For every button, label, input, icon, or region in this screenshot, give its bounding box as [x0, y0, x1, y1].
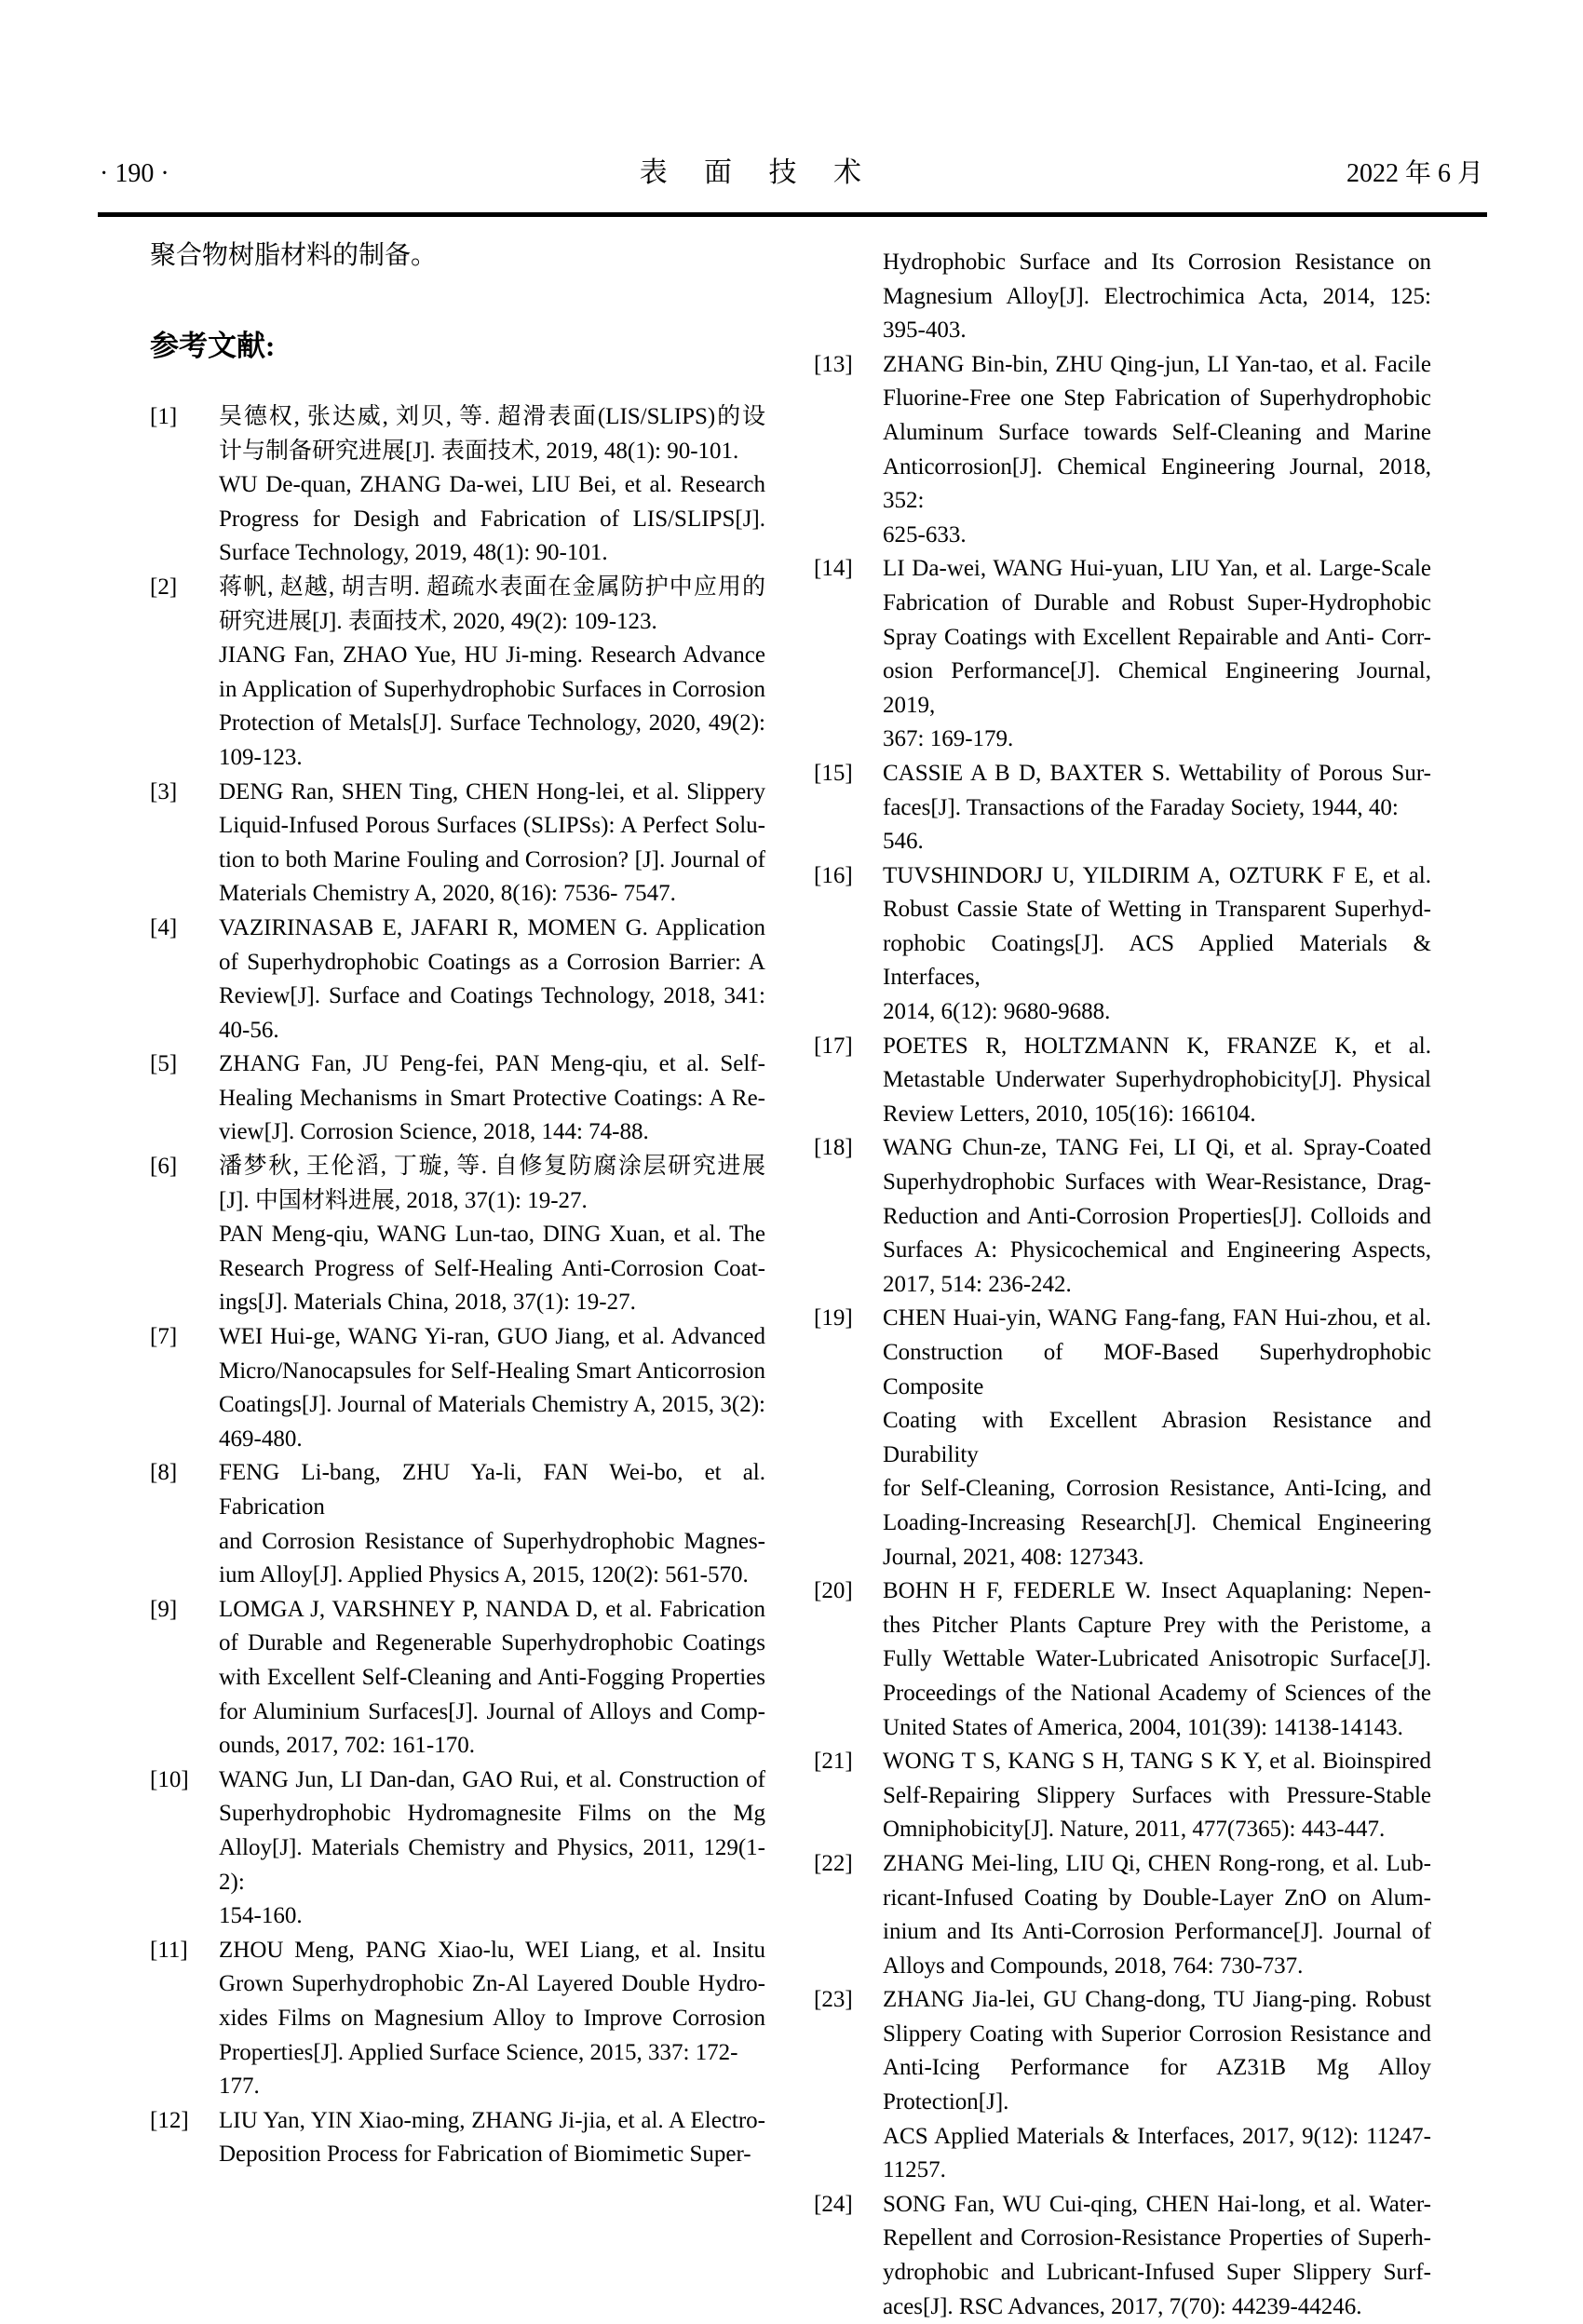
reference-line: Review[J]. Surface and Coatings Technology, 2018, 341: — [219, 983, 765, 1009]
reference-line: Properties[J]. Applied Surface Science, 2015, 337: 172-177. — [219, 2039, 738, 2100]
reference-paragraph — [219, 1456, 765, 1592]
reference-item — [814, 859, 1431, 1030]
reference-line: tion to both Marine Fouling and Corrosion? [J]. Journal of — [219, 846, 765, 872]
reference-line: ZHANG Bin-bin, ZHU Qing-jun, LI Yan-tao, et al. Facile — [883, 351, 1431, 377]
reference-line: faces[J]. Transactions of the Faraday Society, 1944, 40: 546. — [883, 794, 1399, 855]
reference-line: and Corrosion Resistance of Superhydrophobic Magnes- — [219, 1528, 765, 1554]
reference-paragraph — [219, 1218, 765, 1320]
reference-paragraph — [219, 1320, 765, 1456]
reference-line: Fluorine-Free one Step Fabrication of Superhydrophobic — [883, 385, 1431, 412]
reference-number: [19] — [814, 1305, 853, 1331]
reference-line: osion Performance[J]. Chemical Engineering Journal, 2019, — [883, 658, 1431, 718]
reference-line: Reduction and Anti-Corrosion Properties[J]. Colloids and — [883, 1203, 1431, 1229]
reference-paragraph — [883, 348, 1431, 553]
reference-line: 109-123. — [219, 744, 303, 770]
reference-line: Liquid-Infused Porous Surfaces (SLIPSs): A Perfect Solu- — [219, 813, 765, 839]
reference-line: Proceedings of the National Academy of Sciences of the — [883, 1680, 1431, 1706]
left-column — [150, 237, 765, 2172]
reference-item — [814, 1847, 1431, 1983]
reference-line: 40-56. — [219, 1017, 279, 1043]
reference-paragraph — [219, 639, 765, 775]
reference-line: Protection of Metals[J]. Surface Technology, 2020, 49(2): — [219, 710, 765, 736]
reference-paragraph — [219, 1047, 765, 1150]
reference-paragraph — [883, 859, 1431, 1030]
reference-line: Anticorrosion[J]. Chemical Engineering Journal, 2018, 352: — [883, 453, 1431, 514]
reference-number: [1] — [150, 404, 178, 429]
reference-line: of Durable and Regenerable Superhydrophobic Coatings — [219, 1630, 765, 1656]
reference-item — [814, 1574, 1431, 1745]
reference-paragraph — [883, 1983, 1431, 2188]
reference-paragraph — [219, 2104, 765, 2172]
reference-line: 吴德权, 张达威, 刘贝, 等. 超滑表面(LIS/SLIPS)的设 — [219, 404, 765, 429]
reference-line: 2014, 6(12): 9680-9688. — [883, 999, 1111, 1025]
reference-line: Superhydrophobic Hydromagnesite Films on the Mg — [219, 1801, 765, 1827]
reference-line: ZHANG Jia-lei, GU Chang-dong, TU Jiang-ping. Robust — [883, 1987, 1431, 2013]
reference-paragraph — [883, 552, 1431, 757]
reference-line: with Excellent Self-Cleaning and Anti-Fogging Properties — [219, 1664, 765, 1690]
reference-line: 研究进展[J]. 表面技术, 2020, 49(2): 109-123. — [219, 608, 657, 634]
reference-item — [814, 348, 1431, 553]
reference-number: [7] — [150, 1324, 178, 1350]
reference-item — [150, 400, 765, 571]
reference-line: FENG Li-bang, ZHU Ya-li, FAN Wei-bo, et al. Fabrication — [219, 1460, 765, 1520]
reference-item — [150, 2104, 765, 2172]
reference-line: Spray Coatings with Excellent Repairable and Anti- Corr- — [883, 624, 1431, 650]
reference-line: Surfaces A: Physicochemical and Engineering Aspects, — [883, 1237, 1431, 1263]
reference-number: [16] — [814, 862, 853, 888]
reference-paragraph — [883, 757, 1431, 859]
right-column — [814, 246, 1431, 2324]
reference-item — [150, 1150, 765, 1320]
reference-number: [12] — [150, 2107, 189, 2133]
reference-number: [22] — [814, 1850, 853, 1876]
reference-paragraph — [219, 571, 765, 639]
reference-line: rophobic Coatings[J]. ACS Applied Materials & Interfaces, — [883, 930, 1431, 991]
reference-line: Aluminum Surface towards Self-Cleaning and Marine — [883, 419, 1431, 445]
reference-item — [814, 2188, 1431, 2324]
reference-item — [150, 776, 765, 912]
reference-line: CASSIE A B D, BAXTER S. Wettability of Porous Sur- — [883, 760, 1431, 786]
reference-paragraph — [219, 776, 765, 912]
reference-line: ounds, 2017, 702: 161-170. — [219, 1733, 475, 1759]
reference-paragraph — [883, 1302, 1431, 1574]
reference-line: ium Alloy[J]. Applied Physics A, 2015, 120(2): 561-570. — [219, 1562, 749, 1588]
reference-line: Research Progress of Self-Healing Anti-Corrosion Coat- — [219, 1255, 765, 1281]
reference-line: Healing Mechanisms in Smart Protective Coatings: A Re- — [219, 1085, 765, 1111]
reference-number: [10] — [150, 1766, 189, 1792]
reference-paragraph — [883, 1574, 1431, 1745]
reference-line: 潘梦秋, 王伦滔, 丁璇, 等. 自修复防腐涂层研究进展 — [219, 1154, 765, 1180]
reference-line: 395-403. — [883, 318, 967, 344]
reference-paragraph — [883, 1131, 1431, 1302]
reference-item — [814, 552, 1431, 757]
reference-number: [15] — [814, 760, 853, 786]
reference-number: [8] — [150, 1460, 178, 1486]
reference-line: Grown Superhydrophobic Zn-Al Layered Double Hydro- — [219, 1971, 765, 1997]
reference-line: Deposition Process for Fabrication of Biomimetic Super- — [219, 2142, 751, 2168]
reference-number: [9] — [150, 1596, 178, 1622]
reference-line: LOMGA J, VARSHNEY P, NANDA D, et al. Fabrication — [219, 1596, 765, 1622]
reference-item — [814, 1131, 1431, 1302]
reference-paragraph — [883, 246, 1431, 348]
reference-line: BOHN H F, FEDERLE W. Insect Aquaplaning: Nepen- — [883, 1578, 1431, 1604]
reference-item — [150, 1456, 765, 1592]
reference-line: WEI Hui-ge, WANG Yi-ran, GUO Jiang, et al. Advanced — [219, 1324, 765, 1350]
reference-line: ZHANG Mei-ling, LIU Qi, CHEN Rong-rong, et al. Lub- — [883, 1850, 1431, 1876]
header-rule — [98, 212, 1487, 217]
reference-line: Anti-Icing Performance for AZ31B Mg Alloy Protection[J]. — [883, 2055, 1431, 2115]
reference-number: [18] — [814, 1135, 853, 1161]
reference-line: xides Films on Magnesium Alloy to Improve Corrosion — [219, 2005, 765, 2031]
reference-line: Repellent and Corrosion-Resistance Properties of Superh- — [883, 2225, 1431, 2251]
reference-line: 2017, 514: 236-242. — [883, 1271, 1072, 1297]
reference-line: DENG Ran, SHEN Ting, CHEN Hong-lei, et al. Slippery — [219, 778, 765, 804]
reference-line: 625-633. — [883, 521, 967, 547]
reference-line: Magnesium Alloy[J]. Electrochimica Acta, 2014, 125: — [883, 283, 1431, 309]
reference-number: [23] — [814, 1987, 853, 2013]
reference-line: Micro/Nanocapsules for Self-Healing Smart Anticorrosion — [219, 1358, 765, 1384]
reference-line: Fully Wettable Water-Lubricated Anisotropic Surface[J]. — [883, 1646, 1431, 1672]
reference-line: LIU Yan, YIN Xiao-ming, ZHANG Ji-jia, et al. A Electro- — [219, 2107, 765, 2133]
reference-item — [814, 1030, 1431, 1132]
reference-line: Slippery Coating with Superior Corrosion Resistance and — [883, 2020, 1431, 2047]
reference-line: WU De-quan, ZHANG Da-wei, LIU Bei, et al. Research — [219, 472, 765, 498]
reference-paragraph — [883, 1030, 1431, 1132]
reference-line: thes Pitcher Plants Capture Prey with the Peristome, a — [883, 1612, 1431, 1638]
reference-line: for Aluminium Surfaces[J]. Journal of Alloys and Comp- — [219, 1698, 765, 1724]
reference-line: 计与制备研究进展[J]. 表面技术, 2019, 48(1): 90-101. — [219, 438, 739, 464]
reference-line: Robust Cassie State of Wetting in Transparent Superhyd- — [883, 897, 1431, 923]
reference-line: Construction of MOF-Based Superhydrophobic Composite — [883, 1340, 1431, 1399]
reference-item — [150, 571, 765, 776]
reference-line: TUVSHINDORJ U, YILDIRIM A, OZTURK F E, et al. — [883, 862, 1431, 888]
reference-line: aces[J]. RSC Advances, 2017, 7(70): 44239-44246. — [883, 2293, 1362, 2319]
reference-line: Omniphobicity[J]. Nature, 2011, 477(7365): 443-447. — [883, 1817, 1386, 1843]
reference-line: Surface Technology, 2019, 48(1): 90-101. — [219, 540, 608, 566]
reference-item — [150, 1047, 765, 1150]
reference-paragraph — [219, 1593, 765, 1763]
reference-number: [17] — [814, 1033, 853, 1059]
reference-paragraph — [219, 468, 765, 571]
reference-line: inium and Its Anti-Corrosion Performance[J]. Journal of — [883, 1919, 1431, 1945]
reference-line: ydrophobic and Lubricant-Infused Super Slippery Surf- — [883, 2260, 1431, 2286]
reference-line: POETES R, HOLTZMANN K, FRANZE K, et al. — [883, 1033, 1431, 1059]
reference-line: Materials Chemistry A, 2020, 8(16): 7536- 7547. — [219, 881, 676, 907]
reference-item — [150, 1934, 765, 2104]
reference-item — [814, 246, 1431, 348]
reference-line: PAN Meng-qiu, WANG Lun-tao, DING Xuan, et al. The — [219, 1222, 765, 1248]
reference-line: ZHANG Fan, JU Peng-fei, PAN Meng-qiu, et al. Self- — [219, 1051, 765, 1077]
reference-paragraph — [883, 2188, 1431, 2324]
reference-line: Superhydrophobic Surfaces with Wear-Resistance, Drag- — [883, 1169, 1431, 1196]
journal-title: 表 面 技 术 — [639, 157, 877, 188]
reference-line: CHEN Huai-yin, WANG Fang-fang, FAN Hui-zhou, et al. — [883, 1305, 1431, 1331]
reference-number: [6] — [150, 1154, 178, 1180]
reference-line: WANG Chun-ze, TANG Fei, LI Qi, et al. Spray-Coated — [883, 1135, 1431, 1161]
reference-item — [150, 1320, 765, 1456]
issue-date: 2022 年 6 月 — [1346, 159, 1483, 188]
reference-line: 367: 169-179. — [883, 726, 1014, 752]
reference-line: United States of America, 2004, 101(39): 14138-14143. — [883, 1714, 1403, 1740]
reference-line: Progress for Desigh and Fabrication of LIS/SLIPS[J]. — [219, 506, 765, 532]
references-list-right — [814, 246, 1431, 2324]
page-number: · 190 · — [100, 159, 169, 188]
reference-number: [13] — [814, 351, 853, 377]
reference-item — [814, 1302, 1431, 1574]
reference-line: Fabrication of Durable and Robust Super-Hydrophobic — [883, 589, 1431, 615]
reference-line: ings[J]. Materials China, 2018, 37(1): 19-27. — [219, 1290, 636, 1316]
reference-number: [5] — [150, 1051, 178, 1077]
reference-line: VAZIRINASAB E, JAFARI R, MOMEN G. Application — [219, 914, 765, 940]
reference-item — [814, 1745, 1431, 1847]
reference-line: 11257. — [883, 2157, 946, 2183]
reference-paragraph — [219, 1763, 765, 1934]
reference-number: [20] — [814, 1578, 853, 1604]
reference-number: [3] — [150, 778, 178, 804]
reference-paragraph — [219, 400, 765, 468]
reference-line: SONG Fan, WU Cui-qing, CHEN Hai-long, et al. Water- — [883, 2191, 1431, 2217]
reference-line: ZHOU Meng, PANG Xiao-lu, WEI Liang, et al. Insitu — [219, 1937, 765, 1963]
reference-item — [150, 1593, 765, 1763]
reference-line: Coatings[J]. Journal of Materials Chemistry A, 2015, 3(2): — [219, 1392, 765, 1418]
reference-line: 154-160. — [219, 1903, 303, 1929]
reference-line: 469-480. — [219, 1425, 303, 1452]
reference-item — [814, 757, 1431, 859]
reference-number: [14] — [814, 556, 853, 582]
reference-line: Coating with Excellent Abrasion Resistance and Durability — [883, 1408, 1431, 1467]
reference-paragraph — [219, 912, 765, 1047]
reference-line: Journal, 2021, 408: 127343. — [883, 1544, 1144, 1570]
references-heading: 参考文献: — [150, 330, 276, 362]
reference-number: [11] — [150, 1937, 188, 1963]
reference-line: ACS Applied Materials & Interfaces, 2017, 9(12): 11247- — [883, 2123, 1431, 2149]
reference-number: [4] — [150, 914, 178, 940]
reference-paragraph — [219, 1150, 765, 1218]
references-list-left — [150, 400, 765, 2172]
reference-line: Alloy[J]. Materials Chemistry and Physics, 2011, 129(1-2): — [219, 1834, 765, 1895]
reference-number: [2] — [150, 574, 178, 600]
reference-line: ricant-Infused Coating by Double-Layer ZnO on Alum- — [883, 1885, 1431, 1911]
reference-line: Review Letters, 2010, 105(16): 166104. — [883, 1101, 1256, 1127]
reference-line: Alloys and Compounds, 2018, 764: 730-737. — [883, 1952, 1304, 1979]
reference-line: view[J]. Corrosion Science, 2018, 144: 74-88. — [219, 1119, 649, 1145]
reference-paragraph — [883, 1745, 1431, 1847]
reference-paragraph — [219, 1934, 765, 2104]
reference-line: WANG Jun, LI Dan-dan, GAO Rui, et al. Construction of — [219, 1766, 765, 1792]
reference-line: Hydrophobic Surface and Its Corrosion Resistance on — [883, 250, 1431, 275]
reference-line: for Self-Cleaning, Corrosion Resistance, Anti-Icing, and — [883, 1476, 1431, 1502]
reference-line: Metastable Underwater Superhydrophobicity[J]. Physical — [883, 1067, 1431, 1093]
reference-line: 蒋帆, 赵越, 胡吉明. 超疏水表面在金属防护中应用的 — [219, 574, 765, 600]
reference-item — [150, 1763, 765, 1934]
reference-line: in Application of Superhydrophobic Surfaces in Corrosion — [219, 676, 765, 702]
reference-paragraph — [883, 1847, 1431, 1983]
reference-number: [21] — [814, 1749, 853, 1775]
reference-item — [814, 1983, 1431, 2188]
reference-line: of Superhydrophobic Coatings as a Corrosion Barrier: A — [219, 949, 765, 975]
reference-line: JIANG Fan, ZHAO Yue, HU Ji-ming. Research Advance — [219, 642, 765, 669]
reference-line: LI Da-wei, WANG Hui-yuan, LIU Yan, et al. Large-Scale — [883, 556, 1431, 582]
intro-paragraph-tail: 聚合物树脂材料的制备。 — [150, 241, 438, 270]
page-header — [100, 156, 1483, 191]
reference-line: Self-Repairing Slippery Surfaces with Pressure-Stable — [883, 1782, 1431, 1808]
reference-line: Loading-Increasing Research[J]. Chemical Engineering — [883, 1509, 1431, 1535]
reference-line: WONG T S, KANG S H, TANG S K Y, et al. Bioinspired — [883, 1749, 1431, 1775]
reference-item — [150, 912, 765, 1047]
reference-number: [24] — [814, 2191, 853, 2217]
reference-line: [J]. 中国材料进展, 2018, 37(1): 19-27. — [219, 1187, 588, 1213]
